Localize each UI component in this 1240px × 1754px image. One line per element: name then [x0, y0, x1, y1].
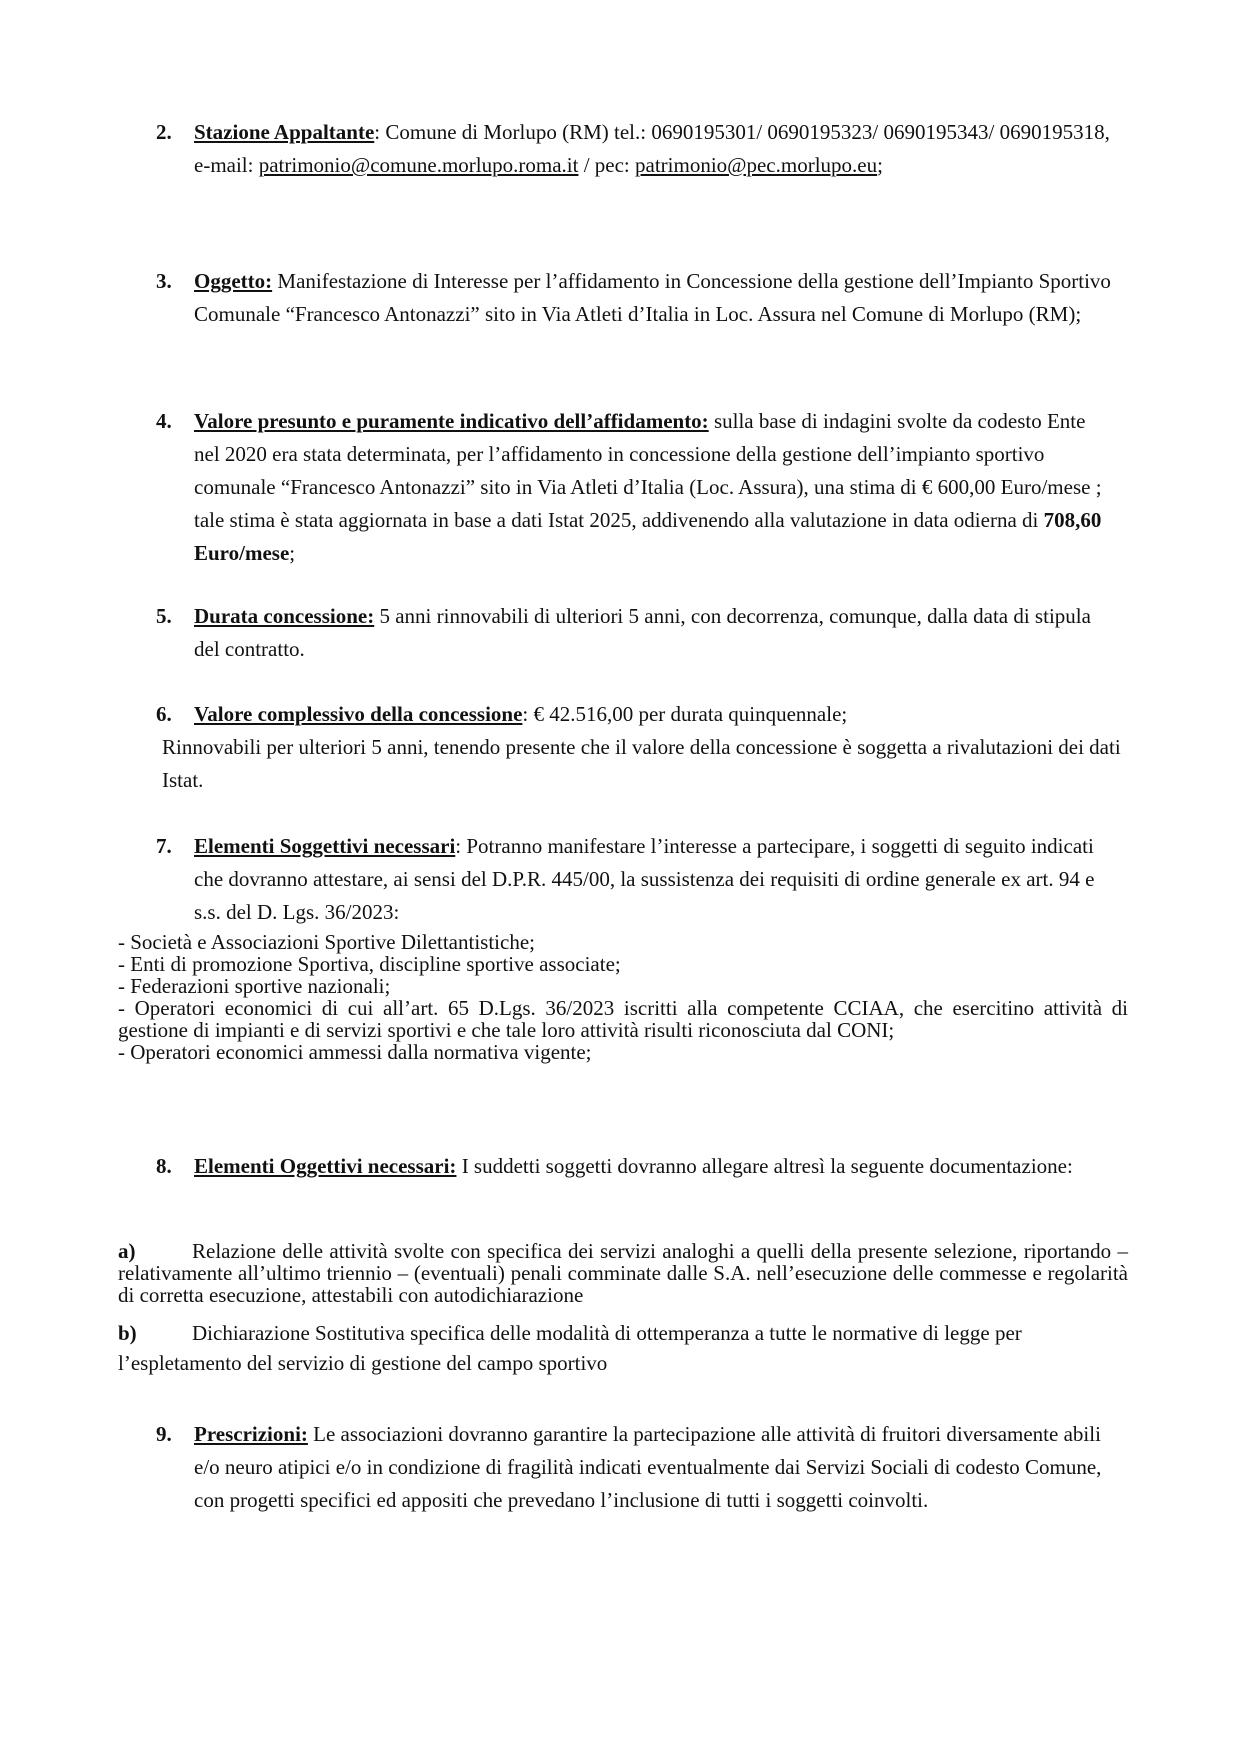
- pec-link[interactable]: patrimonio@pec.morlupo.eu: [635, 153, 878, 177]
- list-item: - Operatori economici ammessi dalla normativa vigente;: [118, 1040, 592, 1064]
- section-number: 9.: [156, 1422, 172, 1446]
- section-text: 5 anni rinnovabili di ulteriori 5 anni, con decorrenza, comunque, dalla data di stipula del contratto.: [194, 604, 1091, 661]
- section-text: ;: [289, 541, 296, 565]
- section-stazione-appaltante: [156, 116, 1116, 182]
- section-heading: Elementi Soggettivi necessari: [194, 834, 456, 858]
- section-number: 4.: [156, 409, 172, 433]
- section-body: [194, 1153, 1116, 1179]
- section-heading: Valore complessivo della concessione: [194, 702, 523, 726]
- list-item: - Operatori economici di cui all’art. 65 D.Lgs. 36/2023 iscritti alla competente CCIAA, che esercitino attività di gestione di impianti e di servizi sportivi e che tale loro attività risulti riconosciuta dal CONI;: [118, 996, 1128, 1042]
- section-number: 8.: [156, 1154, 172, 1178]
- item-text: Relazione delle attività svolte con specifica dei servizi analoghi a quelli della presente selezione, riportando – relativamente all’ultimo triennio – (eventuali) penali comminate dalle S.A. nell’esecuzione delle commesse e regolarità di corretta esecuzione, attestabili con autodichiarazione: [118, 1239, 1128, 1307]
- section-heading: Valore presunto e puramente indicativo dell’affidamento:: [194, 409, 709, 433]
- section-heading: Stazione Appaltante: [194, 120, 375, 144]
- section-text: ;: [877, 153, 883, 177]
- soggetti-list: [118, 931, 1128, 1063]
- section-body: [194, 600, 1116, 666]
- document-a: [118, 1240, 1128, 1306]
- section-text: : Comune di Morlupo (RM) tel.: 0690195301/ 0690195323/ 0690195343/ 0690195318, e-mail:: [194, 120, 1110, 177]
- document-b: [118, 1318, 1128, 1378]
- section-heading: Durata concessione:: [194, 604, 375, 628]
- section-valore-presunto: [156, 405, 1116, 570]
- section-body: [194, 405, 1116, 570]
- section-continuation: Rinnovabili per ulteriori 5 anni, tenendo presente che il valore della concessione è soggetta a rivalutazioni dei dati Istat.: [162, 735, 1121, 792]
- section-number: 6.: [156, 702, 172, 726]
- section-number: 5.: [156, 604, 172, 628]
- item-letter: a): [118, 1239, 136, 1263]
- monthly-value: 708,60 Euro/mese: [194, 508, 1102, 565]
- list-item: - Federazioni sportive nazionali;: [118, 974, 391, 998]
- section-text: Le associazioni dovranno garantire la partecipazione alle attività di fruitori diversamente abili e/o neuro atipici e/o in condizione di fragilità indicati eventualmente dai Servizi Sociali di codesto Comune, con progetti specifici ed appositi che prevedano l’inclusione di tutti i soggetti coinvolti.: [194, 1422, 1102, 1512]
- list-item: - Società e Associazioni Sportive Dilettantistiche;: [118, 930, 535, 954]
- section-body: [194, 265, 1116, 331]
- section-body: [194, 698, 1116, 731]
- section-heading: Oggetto:: [194, 269, 273, 293]
- item-letter: b): [118, 1321, 137, 1345]
- section-heading: Elementi Oggettivi necessari:: [194, 1154, 457, 1178]
- section-text: Manifestazione di Interesse per l’affidamento in Concessione della gestione dell’Impianto Sportivo Comunale “Francesco Antonazzi” sito in Via Atleti d’Italia in Loc. Assura nel Comune di Morlupo (RM);: [194, 269, 1111, 326]
- item-text: Dichiarazione Sostitutiva specifica delle modalità di ottemperanza a tutte le normative di legge per l’espletamento del servizio di gestione del campo sportivo: [118, 1321, 1022, 1375]
- section-text: : € 42.516,00 per durata quinquennale;: [522, 702, 848, 726]
- section-prescrizioni: [156, 1418, 1116, 1517]
- section-elementi-soggettivi: [156, 830, 1116, 929]
- email-link[interactable]: patrimonio@comune.morlupo.roma.it: [258, 153, 579, 177]
- section-number: 2.: [156, 120, 172, 144]
- section-body: [194, 116, 1116, 182]
- section-valore-complessivo: [156, 698, 1116, 731]
- section-oggetto: [156, 265, 1116, 331]
- section-text: : Potranno manifestare l’interesse a partecipare, i soggetti di seguito indicati che dovranno attestare, ai sensi del D.P.R. 445/00, la sussistenza dei requisiti di ordine generale ex art. 94 e s.s. del D. Lgs. 36/2023:: [194, 834, 1095, 924]
- section-body: [194, 1418, 1116, 1517]
- section-heading: Prescrizioni:: [194, 1422, 308, 1446]
- section-body: [194, 830, 1116, 929]
- section-text: sulla base di indagini svolte da codesto Ente nel 2020 era stata determinata, per l’affidamento in concessione della gestione dell’impianto sportivo comunale “Francesco Antonazzi” sito in Via Atleti d’Italia (Loc. Assura), una stima di € 600,00 Euro/mese ; tale stima è stata aggiornata in base a dati Istat 2025, addivenendo alla valutazione in data odierna di: [194, 409, 1102, 532]
- section-text: / pec:: [578, 153, 635, 177]
- section-durata-concessione: [156, 600, 1116, 666]
- section-number: 3.: [156, 269, 172, 293]
- section-elementi-oggettivi: [156, 1153, 1116, 1179]
- section-text: I suddetti soggetti dovranno allegare altresì la seguente documentazione:: [456, 1154, 1073, 1178]
- list-item: - Enti di promozione Sportiva, discipline sportive associate;: [118, 952, 621, 976]
- section-number: 7.: [156, 834, 172, 858]
